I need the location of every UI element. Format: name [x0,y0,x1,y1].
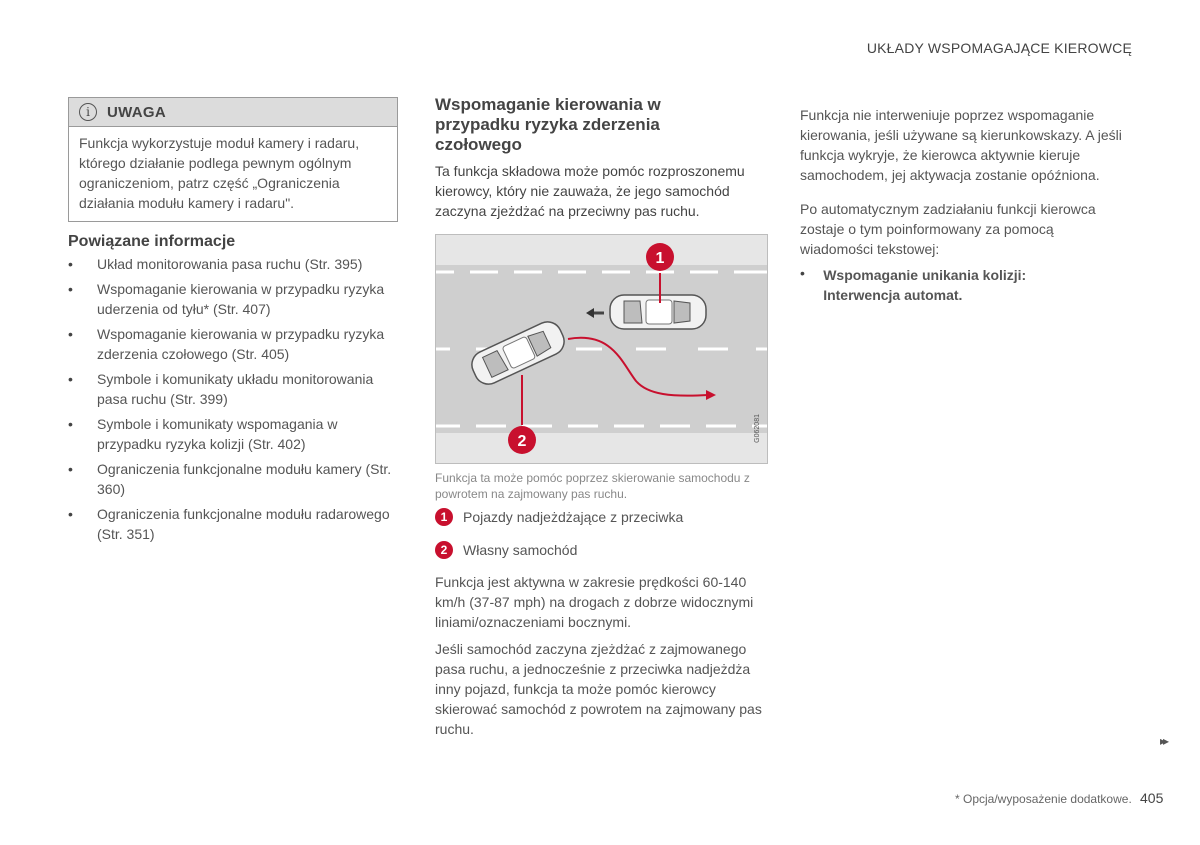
legend-item-2 [435,541,577,559]
related-link[interactable]: • Układ monitorowania pasa ruchu (Str. 395) [68,254,403,274]
note-title: UWAGA [107,103,166,121]
legend-label-2: Własny samochód [463,542,578,558]
message-text: Wspomaganie unikania kolizji: Interwencja automat. [823,267,1027,303]
footnote: * Opcja/wyposażenie dodatkowe. [955,792,1132,806]
figure-code: G062081 [754,414,761,443]
legend-item-1 [435,508,683,526]
bullet-icon: • [800,265,805,281]
indicators-paragraph: Funkcja nie interweniuje poprzez wspomaganie kierowania, jeśli używane są kierunkowskazy. A jeśli funkcja wykryje, że kierowca aktywnie kieruje samochodem, jej aktywacja zostanie opóźniona. [800,107,1122,183]
legend-badge-1: 1 [435,508,453,526]
related-link[interactable]: • Symbole i komunikaty wspomagania w przypadku ryzyka kolizji (Str. 402) [68,414,403,454]
drift-paragraph: Jeśli samochód zaczyna zjeżdżać z zajmowanego pasa ruchu, a jednocześnie z przeciwka nadjeżdża inny pojazd, funkcja ta może pomóc kierowcy skierować samochód z powrotem na zajmowany pas ruchu. [435,641,762,737]
legend-badge-2: 2 [435,541,453,559]
related-link[interactable]: • Symbole i komunikaty układu monitorowania pasa ruchu (Str. 399) [68,369,403,409]
note-body: Funkcja wykorzystuje moduł kamery i radaru, którego działanie podlega pewnym ogólnym ograniczeniom, patrz część „Ograniczenia działania modułu kamery i radaru". [79,135,360,211]
message-item [800,265,1100,305]
section-title: Wspomaganie kierowania w przypadku ryzyka zderzenia czołowego [435,95,661,154]
note-header [69,98,397,127]
related-link[interactable]: • Ograniczenia funkcjonalne modułu radarowego (Str. 351) [68,504,403,544]
legend-label-1: Pojazdy nadjeżdżające z przeciwka [463,509,684,525]
illustration [435,234,768,464]
info-icon: i [79,103,97,121]
page-header-title: UKŁADY WSPOMAGAJĄCE KIEROWCĘ [866,40,1132,56]
speed-paragraph: Funkcja jest aktywna w zakresie prędkości 60-140 km/h (37-87 mph) na drogach z dobrze widocznymi liniami/oznaczeniami bocznymi. [435,574,754,630]
auto-paragraph: Po automatycznym zadziałaniu funkcji kierowca zostaje o tym poinformowany za pomocą wiadomości tekstowej: [800,201,1096,257]
related-link[interactable]: • Wspomaganie kierowania w przypadku ryzyka zderzenia czołowego (Str. 405) [68,324,403,364]
note-box [68,97,398,222]
oncoming-car [610,295,706,329]
next-page-icon: ▸▸ [1159,734,1166,748]
page-number: 405 [1140,790,1164,806]
section-intro: Ta funkcja składowa może pomóc rozproszonemu kierowcy, który nie zauważa, że jego samochód zaczyna zjeżdżać na przeciwny pas ruchu. [435,163,745,219]
related-link[interactable]: • Wspomaganie kierowania w przypadku ryzyka uderzenia od tyłu* (Str. 407) [68,279,403,319]
related-link[interactable]: • Ograniczenia funkcjonalne modułu kamery (Str. 360) [68,459,403,499]
road-illustration [436,235,768,464]
figure-caption: Funkcja ta może pomóc poprzez skierowanie samochodu z powrotem na zajmowany pas ruchu. [435,471,750,501]
related-info-heading: Powiązane informacje [68,233,236,250]
marker-2-label: 2 [517,433,527,450]
marker-1-label: 1 [655,250,665,267]
related-info-list [68,254,403,549]
